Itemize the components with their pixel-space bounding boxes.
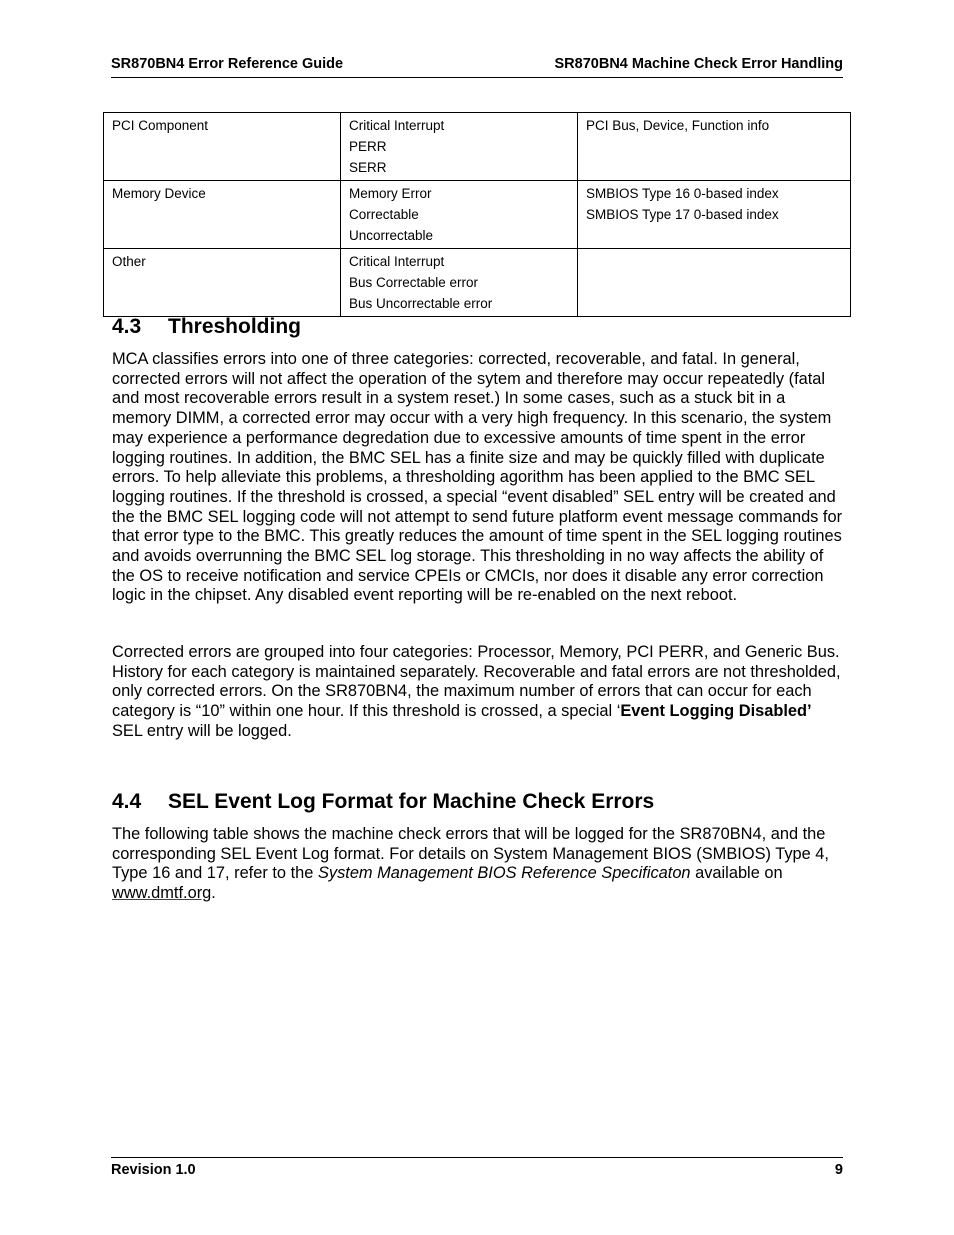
error-type: Critical Interrupt [349,254,445,269]
error-type: PERR [349,139,387,154]
header-doc-title: SR870BN4 Error Reference Guide [111,56,344,72]
para2-text-end: SEL entry will be logged. [112,721,292,740]
error-type: Critical Interrupt [349,118,445,133]
info-cell [578,181,851,249]
error-types-cell [341,249,578,317]
smbios-spec-title: System Management BIOS Reference Specificaton [317,864,691,883]
table-row [104,181,851,249]
table-row [104,249,851,317]
info-cell [578,113,851,181]
section-title: SEL Event Log Format for Machine Check Errors [168,790,655,813]
para2-text-start: Corrected errors are grouped into four categories: Processor, Memory, PCI PERR, and Generic Bus. History for each category is maintained separately. Recoverable and fatal errors are not thresholded, only corrected errors. On the SR870BN4, the maximum number of errors that can occur for each category is “10” within one hour. If this threshold is crossed, a special ‘ [112,643,841,721]
footer-page-number: 9 [834,1162,843,1178]
component-cell [104,113,341,181]
dmtf-link[interactable]: www.dmtf.org [112,884,212,903]
error-table [103,112,851,317]
error-types-cell [341,113,578,181]
section-number: 4.4 [112,790,142,813]
section-title: Thresholding [168,315,301,338]
para2-bold-text: Event Logging Disabled’ [620,702,812,721]
error-type: SERR [349,160,387,175]
sel-para-start: The following table shows the machine check errors that will be logged for the SR870BN4, and the corresponding SEL Event Log format. For details on System Management BIOS (SMBIOS) Type 4, Type 16 and 17, refer to the [112,825,829,883]
info-text: SMBIOS Type 16 0-based index [586,186,779,201]
error-type: Memory Error [349,186,432,201]
sel-para-mid: available on [690,864,783,883]
component-name: Other [112,254,146,269]
error-type: Bus Uncorrectable error [349,296,493,311]
section-4-3-heading [112,315,301,339]
thresholding-paragraph-1: MCA classifies errors into one of three categories: corrected, recoverable, and fatal. In general, corrected errors will not affect the operation of the sytem and therefore may occur repeatedly (fatal and most recoverable errors result in a system reset.) In some cases, such as a stuck bit in a memory DIMM, a corrected error may occur with a very high frequency. In this scenario, the system may experience a performance degredation due to excessive amounts of time spent in the error logging routines. In addition, the BMC SEL has a finite size and may be quickly filled with duplicate errors. To help alleviate this problems, a thresholding agorithm has been applied to the BMC SEL logging routines. If the threshold is crossed, a special “event disabled” SEL entry will be created and the the BMC SEL logging code will not attempt to send future platform event message commands for that error type to the BMC. This greatly reduces the amount of time spent in the SEL logging routines and avoids overrunning the BMC SEL log storage. This thresholding in no way affects the ability of the OS to receive notification and service CPEIs or CMCIs, nor does it disable any error correction logic in the chipset. Any disabled event reporting will be re-enabled on the next reboot. [112,350,843,605]
error-type: Bus Correctable error [349,275,479,290]
table-row [104,113,851,181]
error-types-cell [341,181,578,249]
footer-revision: Revision 1.0 [111,1162,196,1178]
info-cell [578,249,851,317]
info-text: SMBIOS Type 17 0-based index [586,207,779,222]
error-type: Uncorrectable [349,228,434,243]
sel-para-end: . [211,884,216,903]
component-name: PCI Component [112,118,209,133]
info-text: PCI Bus, Device, Function info [586,118,770,133]
page-header [111,55,843,78]
error-type: Correctable [349,207,419,222]
section-number: 4.3 [112,315,142,338]
sel-format-paragraph [112,825,844,904]
component-cell [104,249,341,317]
section-4-4-heading [112,790,654,814]
header-chapter-title: SR870BN4 Machine Check Error Handling [554,56,843,72]
component-cell [104,181,341,249]
component-name: Memory Device [112,186,206,201]
thresholding-paragraph-2 [112,643,844,742]
page-footer [111,1157,843,1184]
